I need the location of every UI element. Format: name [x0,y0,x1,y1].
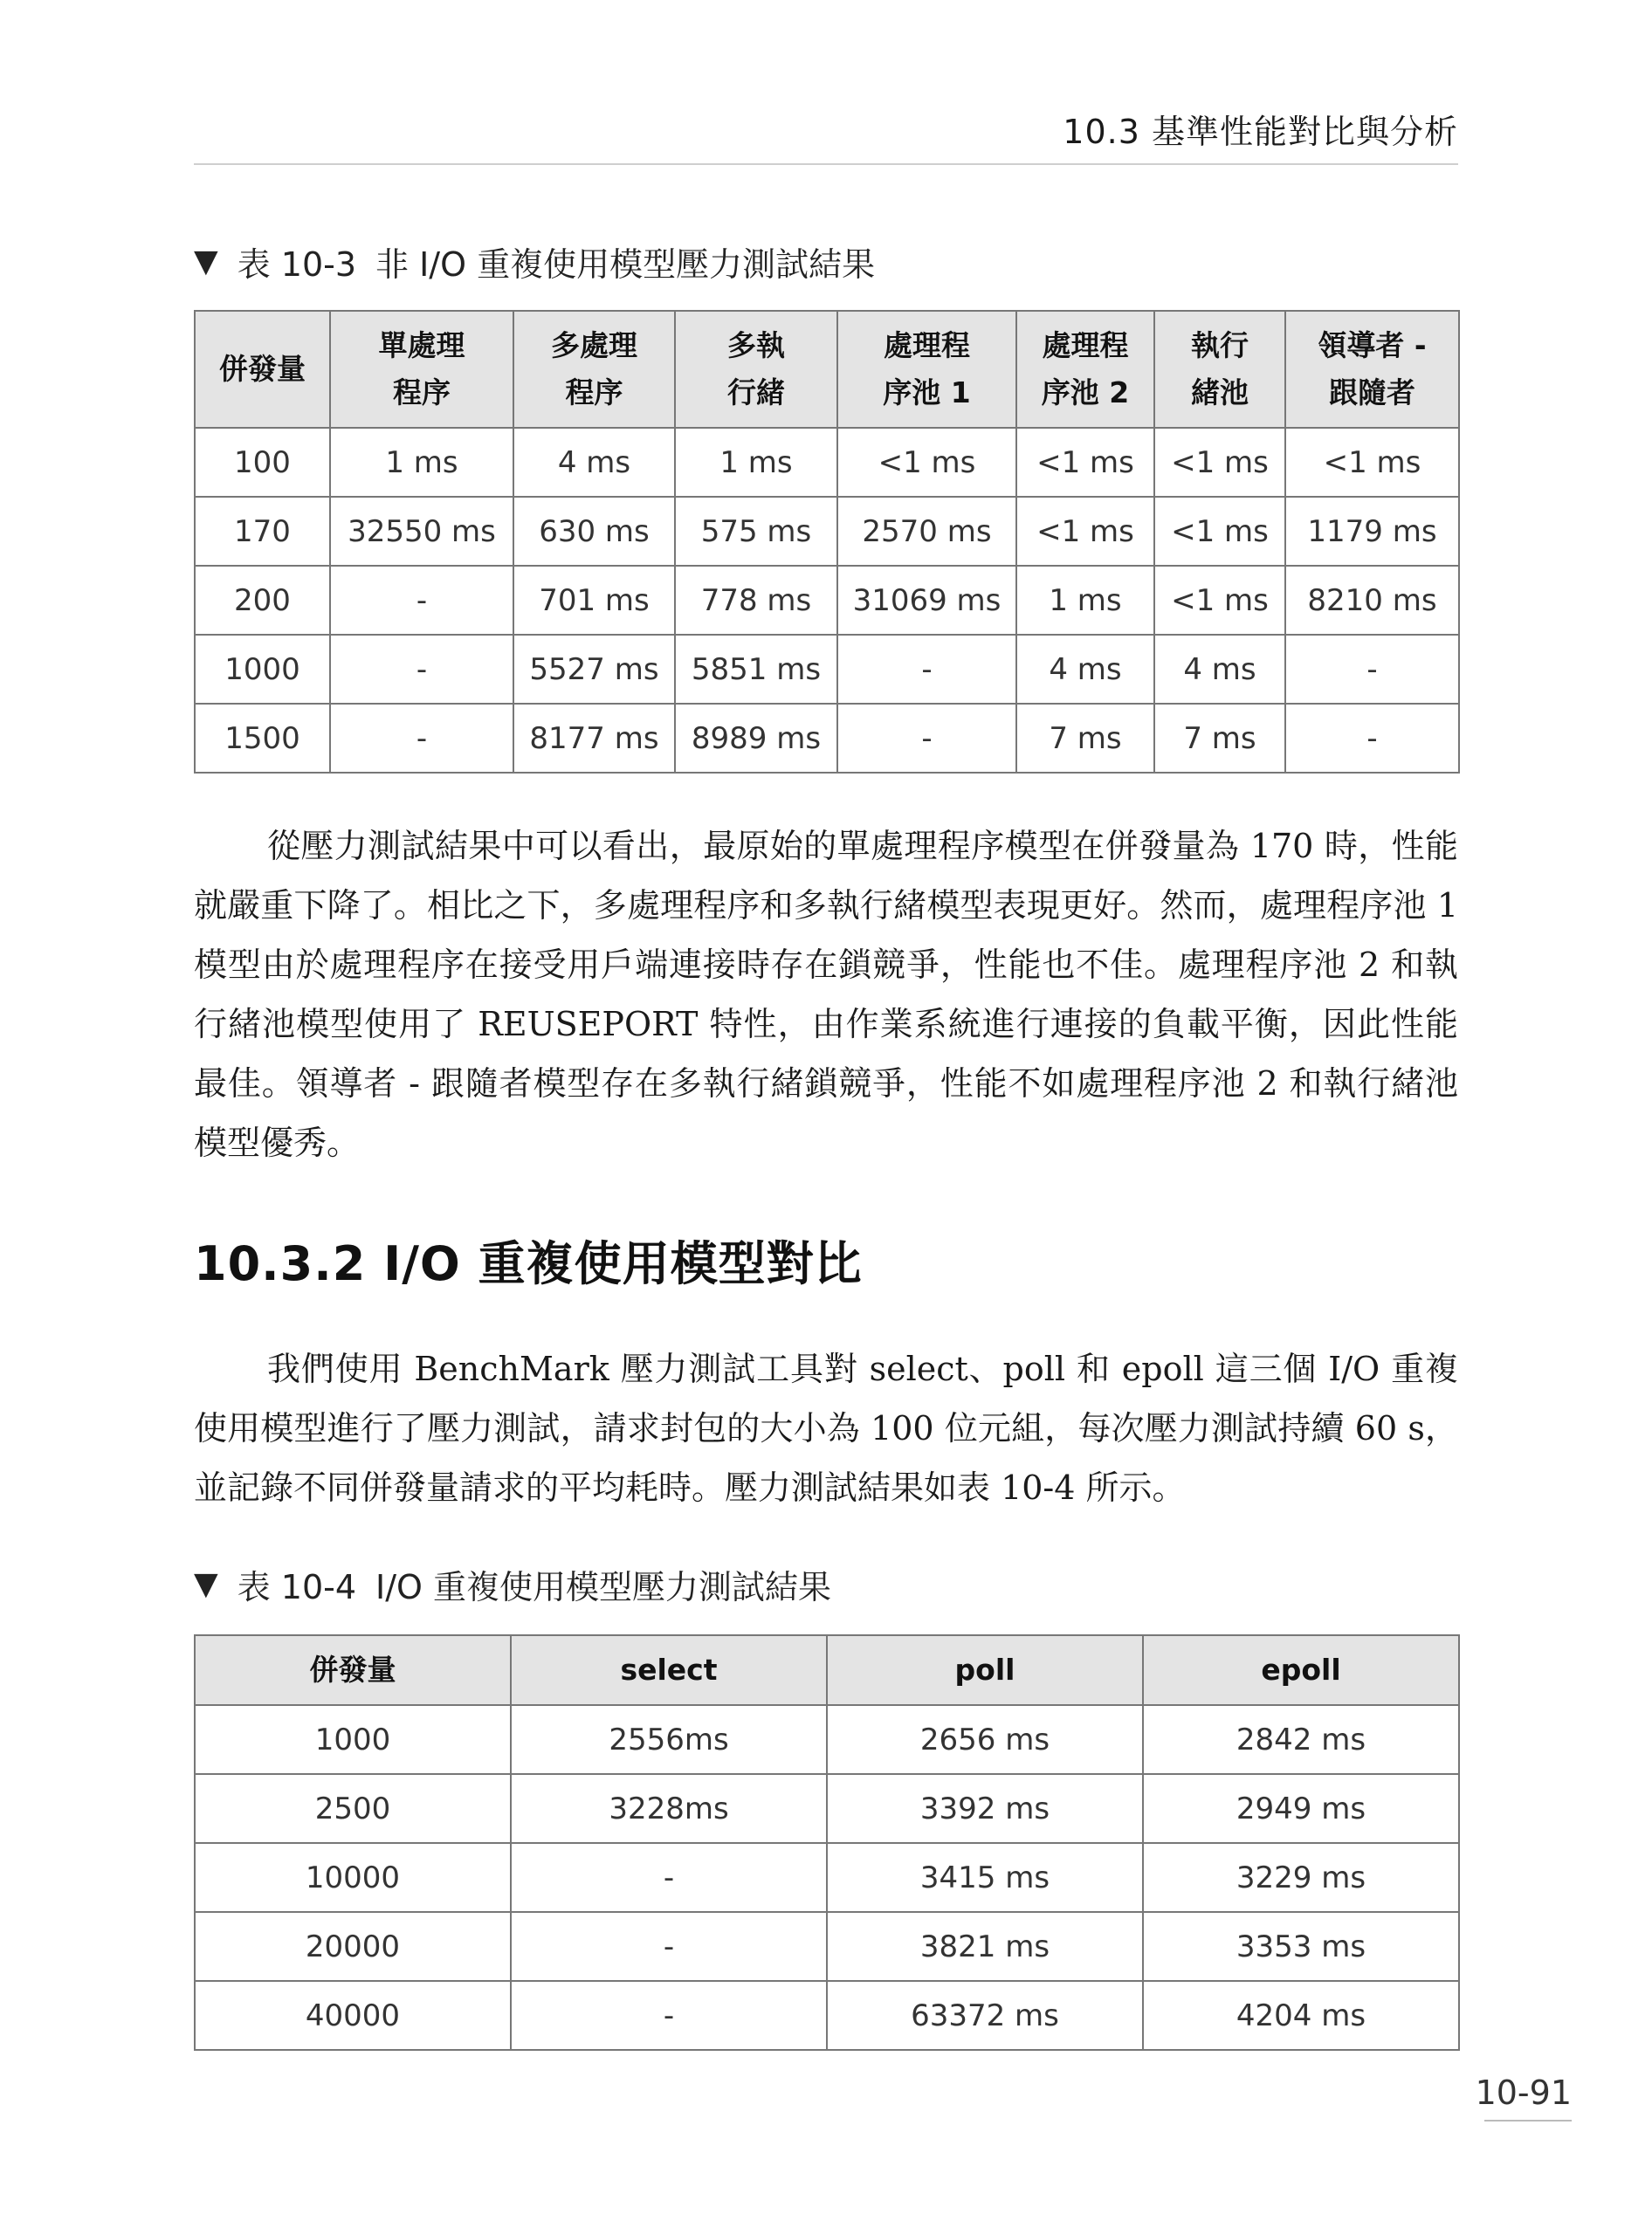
section-title: 10.3.2 I/O 重複使用模型對比 [194,1236,863,1291]
table-cell: 8210 ms [1285,566,1459,635]
page-number-rule [1484,2120,1572,2122]
table-cell: - [330,635,513,704]
table-cell: - [511,1981,827,2050]
table-cell: 32550 ms [330,497,513,566]
table-cell: 1000 [195,635,330,704]
paragraph-text: 從壓力測試結果中可以看出，最原始的單處理程序模型在併發量為 170 時，性能就嚴重下降了。相比之下，多處理程序和多執行緒模型表現更好。然而，處理程序池 1 模型由於處理程序在接受用戶端連接時存在鎖競爭，性能也不佳。處理程序池 2 和執行緒池模型使用了 REUSEPORT 特性，由作業系統進行連接的負載平衡，因此性能最佳。領導者 - 跟隨者模型存在多執行緒鎖競爭，性能不如處理程序池 2 和執行緒池模型優秀。 [194,827,1458,1162]
table-cell: - [1285,635,1459,704]
table-cell: - [511,1843,827,1912]
table-cell: 1 ms [675,428,837,497]
table-cell: <1 ms [1285,428,1459,497]
paragraph-results-analysis [194,816,1458,1173]
table-cell: 8177 ms [513,704,675,773]
table-row [195,1912,1459,1981]
table-cell: - [837,635,1016,704]
table-cell: 4 ms [1154,635,1285,704]
column-header: poll [827,1635,1143,1705]
table-cell: - [1285,704,1459,773]
table-cell: 4204 ms [1143,1981,1459,2050]
column-header-line: 併發量 [219,352,306,386]
column-header-line: 處理程 [1042,328,1129,362]
table-cell: 3229 ms [1143,1843,1459,1912]
column-header-line: 處理程 [884,328,970,362]
table-10-4 [194,1634,1460,2051]
caption-text: I/O 重複使用模型壓力測試結果 [375,1568,832,1606]
column-header [837,311,1016,428]
column-header-line: 程序 [565,375,623,409]
column-header [1285,311,1459,428]
column-header-line: 多執 [727,328,785,362]
caption-number: 表 10-4 [237,1568,357,1606]
table-cell: 3415 ms [827,1843,1143,1912]
column-header [330,311,513,428]
table-cell: - [330,704,513,773]
table-cell: 2556ms [511,1705,827,1774]
caption-number: 表 10-3 [237,245,357,284]
table-10-3-caption [194,237,875,285]
column-header-line: 緒池 [1191,375,1249,409]
table-cell: 3228ms [511,1774,827,1843]
table-row [195,497,1459,566]
table-cell: 200 [195,566,330,635]
table-cell: 3392 ms [827,1774,1143,1843]
table-10-4-caption [194,1560,831,1608]
table-cell: 630 ms [513,497,675,566]
table-cell: 8989 ms [675,704,837,773]
table-cell: 1179 ms [1285,497,1459,566]
caption-text: 非 I/O 重複使用模型壓力測試結果 [375,245,876,284]
table-cell: 778 ms [675,566,837,635]
column-header-line: 序池 1 [883,375,971,409]
table-row [195,704,1459,773]
column-header [513,311,675,428]
header-rule [194,163,1458,165]
table-cell: 63372 ms [827,1981,1143,2050]
table-row [195,1705,1459,1774]
running-head: 10.3 基準性能對比與分析 [1063,113,1458,151]
caption-triangle-icon: ▼ [194,1566,218,1602]
table-cell: 701 ms [513,566,675,635]
column-header-line: 單處理 [378,328,465,362]
table-cell: 20000 [195,1912,511,1981]
table-cell: 1000 [195,1705,511,1774]
table-cell: 3821 ms [827,1912,1143,1981]
table-row [195,1981,1459,2050]
table-row [195,566,1459,635]
table-cell: - [837,704,1016,773]
table-cell: - [511,1912,827,1981]
table-cell: 1 ms [330,428,513,497]
table-cell: 3353 ms [1143,1912,1459,1981]
table-header-row [195,1635,1459,1705]
column-header-line: 序池 2 [1041,375,1130,409]
table-cell: 7 ms [1154,704,1285,773]
table-cell: <1 ms [837,428,1016,497]
column-header-line: 領導者 - [1318,328,1427,362]
table-cell: <1 ms [1016,428,1154,497]
table-cell: 1 ms [1016,566,1154,635]
table-cell: <1 ms [1154,566,1285,635]
column-header: epoll [1143,1635,1459,1705]
table-cell: 2949 ms [1143,1774,1459,1843]
table-cell: 10000 [195,1843,511,1912]
column-header: select [511,1635,827,1705]
table-row [195,428,1459,497]
table-cell: 2500 [195,1774,511,1843]
column-header: 併發量 [195,1635,511,1705]
column-header [1016,311,1154,428]
table-cell: 5527 ms [513,635,675,704]
caption-triangle-icon: ▼ [194,244,218,279]
table-cell: 2656 ms [827,1705,1143,1774]
table-header-row [195,311,1459,428]
column-header-line: 跟隨者 [1329,375,1415,409]
table-cell: 1500 [195,704,330,773]
table-cell: - [330,566,513,635]
table-cell: 575 ms [675,497,837,566]
column-header-line: 行緒 [727,375,785,409]
table-row [195,1843,1459,1912]
column-header-line: 多處理 [551,328,637,362]
table-cell: 2842 ms [1143,1705,1459,1774]
table-cell: 7 ms [1016,704,1154,773]
table-cell: 40000 [195,1981,511,2050]
table-cell: 100 [195,428,330,497]
table-cell: <1 ms [1016,497,1154,566]
table-cell: <1 ms [1154,497,1285,566]
column-header [195,311,330,428]
table-10-3 [194,310,1460,774]
table-cell: <1 ms [1154,428,1285,497]
column-header [675,311,837,428]
table-cell: 4 ms [513,428,675,497]
column-header-line: 程序 [393,375,451,409]
page-number: 10-91 [1475,2073,1572,2112]
table-cell: 170 [195,497,330,566]
paragraph-text: 我們使用 BenchMark 壓力測試工具對 select、poll 和 epoll 這三個 I/O 重複使用模型進行了壓力測試，請求封包的大小為 100 位元組，每次壓力測試持續 60 s，並記錄不同併發量請求的平均耗時。壓力測試結果如表 10-4 所示。 [194,1350,1458,1507]
table-cell: 31069 ms [837,566,1016,635]
table-row [195,635,1459,704]
table-row [195,1774,1459,1843]
column-header [1154,311,1285,428]
column-header-line: 執行 [1191,328,1249,362]
table-cell: 4 ms [1016,635,1154,704]
table-cell: 2570 ms [837,497,1016,566]
table-cell: 5851 ms [675,635,837,704]
paragraph-io-intro [194,1339,1458,1517]
